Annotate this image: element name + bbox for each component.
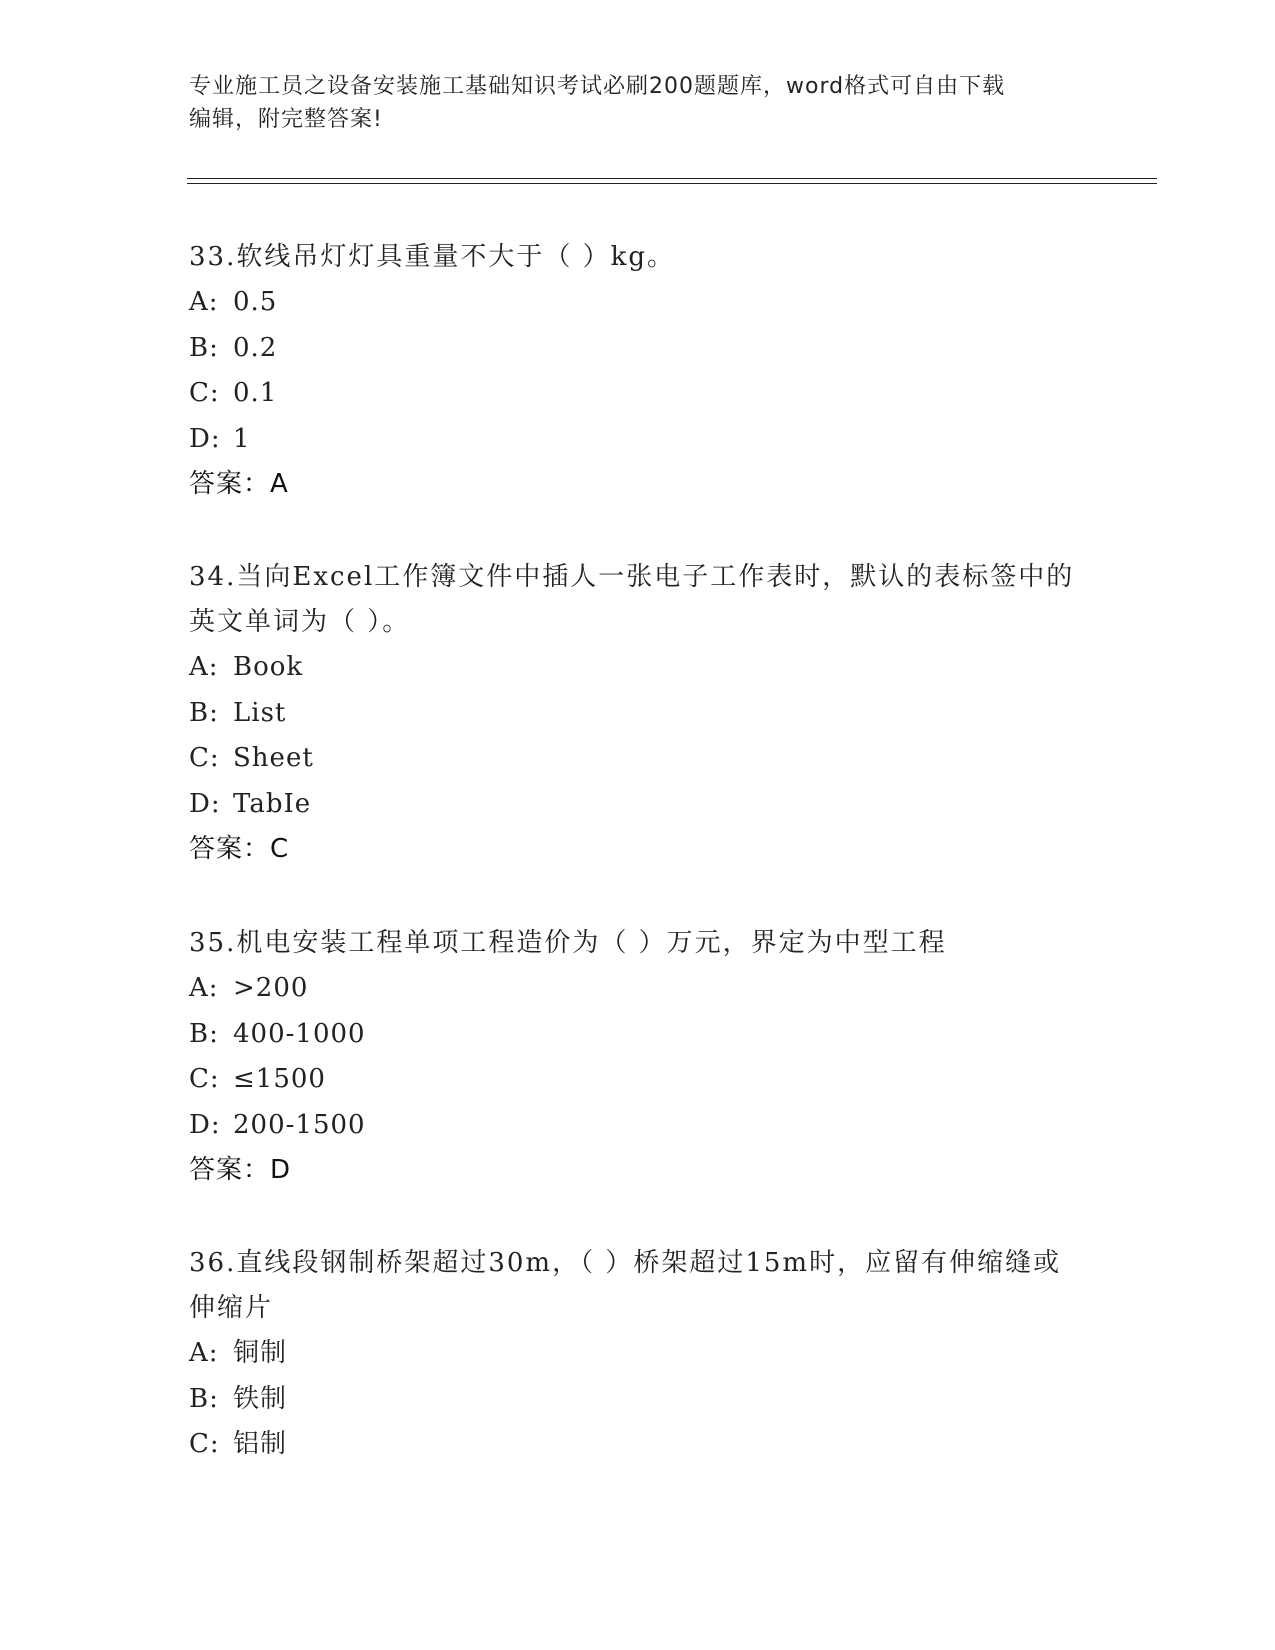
- option-a: [189, 280, 1089, 326]
- option-c: [189, 371, 1089, 417]
- option-letter: C:: [189, 743, 220, 773]
- option-c: [189, 1422, 1089, 1468]
- option-text: ≤1500: [233, 1064, 326, 1094]
- option-text: 0.2: [233, 332, 278, 363]
- option-letter: B:: [189, 1383, 219, 1414]
- option-b: [189, 1012, 1089, 1058]
- option-c: [189, 736, 1089, 782]
- question-33: [189, 235, 1089, 507]
- option-letter: C:: [189, 1064, 220, 1094]
- header-divider-top: [187, 178, 1157, 179]
- question-title: 35.机电安装工程单项工程造价为（ ）万元，界定为中型工程: [189, 928, 947, 958]
- option-letter: A:: [189, 1338, 219, 1368]
- option-b: [189, 691, 1089, 737]
- option-text: 200-1500: [233, 1109, 366, 1140]
- option-text: Book: [233, 652, 304, 682]
- option-text: List: [233, 697, 287, 728]
- option-letter: D:: [189, 423, 221, 454]
- option-letter: B:: [189, 1018, 219, 1049]
- option-text: >200: [233, 973, 309, 1003]
- question-34: [189, 555, 1089, 872]
- header-line-1: 专业施工员之设备安装施工基础知识考试必刷200题题库，word格式可自由下载: [189, 74, 1006, 99]
- option-d: [189, 417, 1089, 463]
- option-d: [189, 1103, 1089, 1149]
- option-text: 0.5: [233, 287, 278, 317]
- option-a: [189, 1331, 1089, 1377]
- document-header: [189, 70, 1089, 136]
- option-c: [189, 1057, 1089, 1103]
- option-letter: B:: [189, 697, 219, 728]
- question-title: 36.直线段钢制桥架超过30m，（ ）桥架超过15m时，应留有伸缩缝或伸缩片: [189, 1248, 1062, 1323]
- option-text: 0.1: [233, 378, 278, 408]
- option-letter: D:: [189, 788, 221, 819]
- option-a: [189, 966, 1089, 1012]
- option-letter: A:: [189, 287, 219, 317]
- question-36: [189, 1241, 1089, 1468]
- question-title: 34.当向Excel工作簿文件中插人一张电子工作表时，默认的表标签中的英文单词为（ ）。: [189, 562, 1075, 637]
- question-title: 33.软线吊灯灯具重量不大于（ ）kg。: [189, 242, 676, 272]
- option-text: 铜制: [233, 1338, 288, 1368]
- option-d: [189, 782, 1089, 828]
- answer-line: 答案：D: [189, 1155, 292, 1185]
- question-35: [189, 921, 1089, 1193]
- option-letter: D:: [189, 1109, 221, 1140]
- option-a: [189, 645, 1089, 691]
- option-letter: B:: [189, 332, 219, 363]
- option-text: 400-1000: [233, 1018, 366, 1049]
- option-letter: A:: [189, 652, 219, 682]
- option-text: TabIe: [233, 788, 312, 819]
- option-b: [189, 326, 1089, 372]
- answer-line: 答案：C: [189, 834, 290, 864]
- option-letter: C:: [189, 1429, 220, 1459]
- header-divider-bottom: [187, 183, 1157, 184]
- answer-line: 答案：A: [189, 469, 289, 499]
- option-b: [189, 1377, 1089, 1423]
- option-text: 铝制: [233, 1429, 288, 1459]
- option-text: Sheet: [233, 743, 314, 773]
- option-letter: A:: [189, 973, 219, 1003]
- option-text: 1: [233, 423, 251, 454]
- header-line-2: 编辑，附完整答案!: [189, 107, 383, 132]
- option-text: 铁制: [233, 1383, 288, 1414]
- option-letter: C:: [189, 378, 220, 408]
